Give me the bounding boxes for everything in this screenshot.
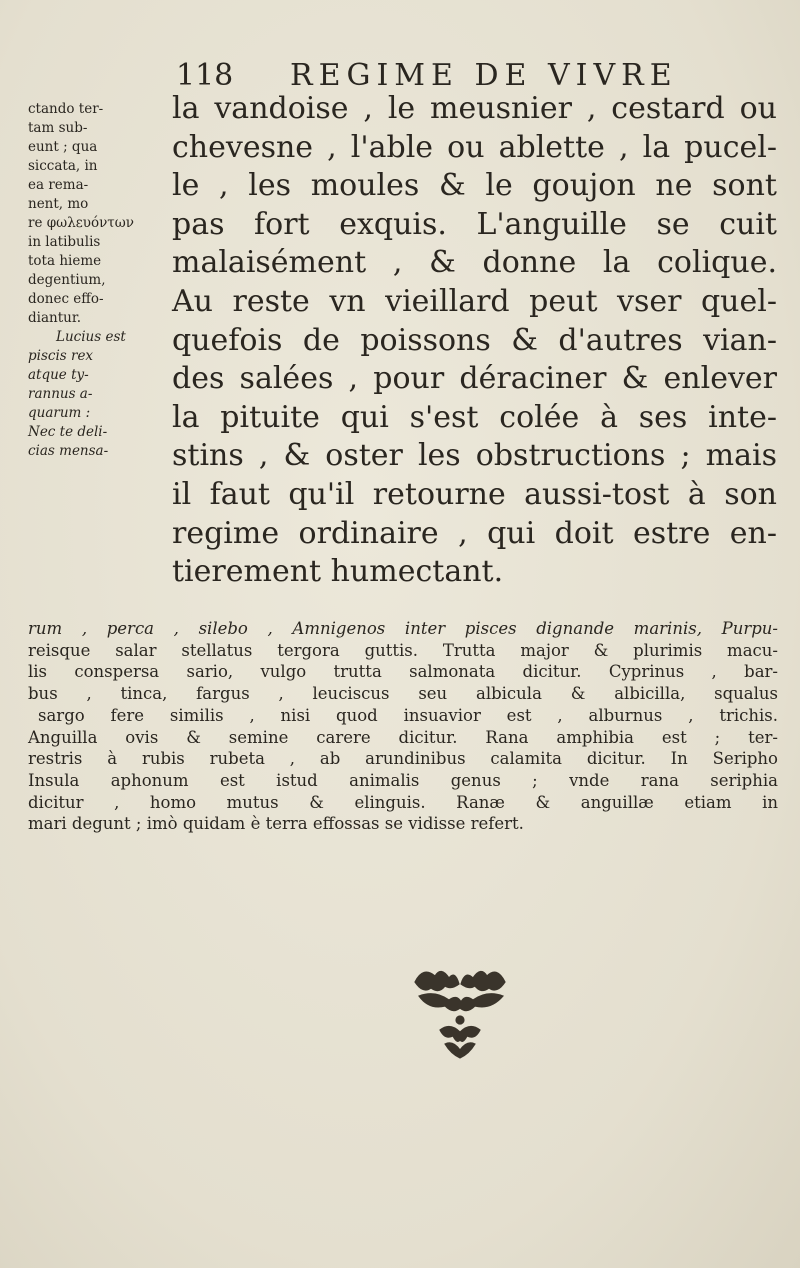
text-line-content: Au reste vn vieillard peut vser quel- (172, 283, 777, 319)
margin-note-italic-line: atque ty- (28, 367, 89, 383)
margin-note-italic-line: Nec te deli- (28, 424, 108, 440)
footnote-block (28, 618, 778, 835)
text-line-content: la pituite qui s'est colée à ses inte- (172, 399, 777, 435)
margin-note-line: re φωλευόντων (28, 215, 134, 231)
text-line (172, 129, 777, 168)
margin-note-line: diantur. (28, 310, 82, 326)
footnote-line: Insula aphonum est istud animalis genus ; vnde rana seriphia (28, 770, 778, 790)
text-line (172, 283, 777, 322)
text-line-content: regime ordinaire , qui doit estre en- (172, 515, 777, 551)
margin-note-line: eunt ; qua (28, 139, 98, 155)
margin-note-italic-line: rannus a- (28, 386, 93, 402)
footnote-line: rum , perca , silebo , Amnigenos inter pisces dignande marinis, Purpu- (28, 619, 778, 638)
text-line (172, 322, 777, 361)
footnote-line: Anguilla ovis & semine carere dicitur. Rana amphibia est ; ter- (28, 727, 778, 747)
footnote-line: reisque salar stellatus tergora guttis. Trutta major & plurimis macu- (28, 640, 778, 660)
margin-note-line: ctando ter- (28, 101, 104, 117)
margin-note-line: donec effo- (28, 291, 104, 307)
text-line (172, 244, 777, 283)
footnote-line: bus , tinca, fargus , leuciscus seu albicula & albicilla, squalus (28, 684, 778, 704)
margin-note-line: tam sub- (28, 120, 88, 136)
margin-note (28, 100, 168, 461)
text-line-content: la vandoise , le meusnier , cestard ou (172, 91, 777, 126)
text-line-content: des salées , pour déraciner & enlever (172, 361, 777, 397)
text-line (172, 515, 777, 554)
text-line-content: le , les moules & le goujon ne sont (172, 168, 777, 204)
running-title: REGIME DE VIVRE (290, 58, 678, 93)
margin-note-italic-line: Lucius est (56, 329, 126, 345)
margin-note-line: nent, mo (28, 196, 89, 212)
text-line (172, 167, 777, 206)
text-line (172, 360, 777, 399)
text-line (172, 206, 777, 245)
text-line (172, 553, 777, 592)
text-line-content: quefois de poissons & d'autres vian- (172, 322, 777, 358)
text-line (172, 476, 777, 515)
main-text-block (172, 90, 777, 592)
margin-note-line: in latibulis (28, 234, 101, 250)
page-number: 118 (176, 58, 234, 93)
text-line-content: tierement humectant. (172, 554, 504, 590)
printers-ornament-icon (405, 960, 515, 1074)
text-line (172, 437, 777, 476)
footnote-line: lis conspersa sario, vulgo trutta salmonata dicitur. Cyprinus , bar- (28, 662, 778, 682)
margin-note-line: ea rema- (28, 177, 89, 193)
text-line-content: pas fort exquis. L'anguille se cuit (172, 206, 777, 242)
margin-note-line: degentium, (28, 272, 106, 288)
footnote-line: sargo fere similis , nisi quod insuavior est , alburnus , trichis. (38, 705, 778, 725)
text-line-content: malaisément , & donne la colique. (172, 245, 777, 281)
text-line-content: chevesne , l'able ou ablette , la pucel- (172, 129, 777, 165)
margin-note-italic-line: quarum : (28, 405, 91, 421)
text-line-content: stins , & oster les obstructions ; mais (172, 438, 777, 474)
margin-note-line: tota hieme (28, 253, 102, 269)
text-line-content: il faut qu'il retourne aussi-tost à son (172, 476, 777, 512)
footnote-line: dicitur , homo mutus & elinguis. Ranæ & anguillæ etiam in (28, 792, 778, 812)
margin-note-italic-line: cias mensa- (28, 443, 109, 459)
footnote-line: mari degunt ; imò quidam è terra effossas se vidisse refert. (28, 814, 524, 834)
margin-note-line: siccata, in (28, 158, 98, 174)
margin-note-italic-line: piscis rex (28, 348, 94, 364)
footnote-line: restris à rubis rubeta , ab arundinibus calamita dicitur. In Seripho (28, 749, 778, 769)
text-line (172, 90, 777, 129)
text-line (172, 399, 777, 438)
